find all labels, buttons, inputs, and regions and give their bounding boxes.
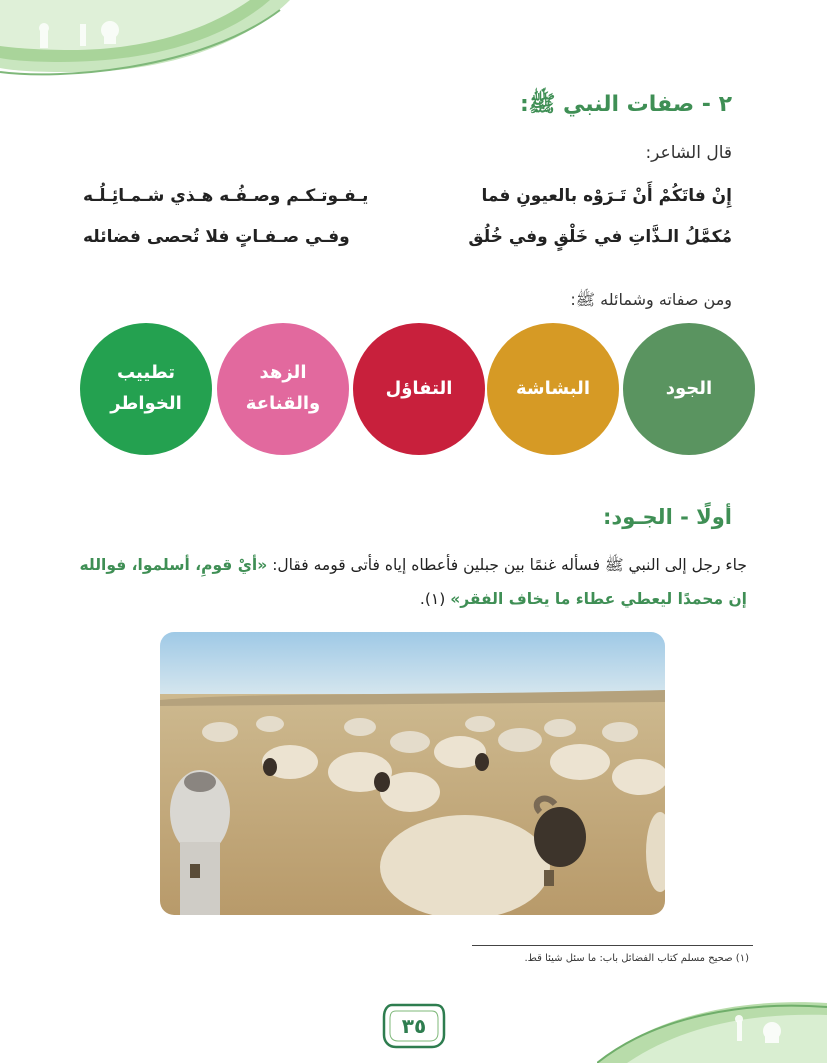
poem-verse-1-first-half: إِنْ فاتَكُمْ أَنْ تَـرَوْه بالعيونِ فما [481,186,732,206]
story-paragraph [77,548,747,616]
poem-verse-1-second-half: يـفـوتـكـم وصـفُـه هـذي شـمـائِـلُـه [83,186,369,206]
trait-circle-optimism [353,323,485,455]
traits-intro: ومن صفاته وشمائله ﷺ: [570,290,732,309]
subsection-title: أولًا - الجـود: [603,505,732,529]
poem-verse-2-second-half: وفـي صـفـاتٍ فلا تُحصى فضائله [83,227,350,247]
section-title: ٢ - صفات النبي ﷺ: [519,92,732,117]
trait-circle-asceticism [217,323,349,455]
footnote-divider [472,945,753,946]
trait-circle-cheerfulness [487,323,619,455]
corner-decoration-bottom [597,993,827,1063]
story-text: جاء رجل إلى النبي ﷺ فسأله غنمًا بين جبلين فأعطاه إياه فأتى قومه فقال: [267,556,747,574]
sheep-herd-photo [160,632,665,915]
trait-label: التفاؤل [385,377,453,399]
trait-circle-comforting [80,323,212,455]
trait-label: البشاشة [516,377,590,399]
trait-label: الجود [665,377,713,399]
corner-decoration-top [0,0,290,80]
story-footnote-ref: (١). [419,590,451,608]
poet-intro: قال الشاعر: [645,143,732,163]
trait-circle-generosity [623,323,755,455]
page-number: ٣٥ [401,1014,427,1038]
poem-verse-2-first-half: مُكمَّلُ الـذَّاتِ في خَلْقٍ وفي خُلُق [468,227,732,247]
trait-label: تطييب الخواطر [110,362,182,414]
trait-label: الزهد والقناعة [245,362,321,414]
story-quote: «أيْ قومِ، أسلموا، فوالله إن محمدًا ليعطي عطاء ما يخاف الفقر» [79,556,747,608]
footnote: (١) صحيح مسلم كتاب الفضائل باب: ما سئل شيئا قط. [524,953,749,964]
